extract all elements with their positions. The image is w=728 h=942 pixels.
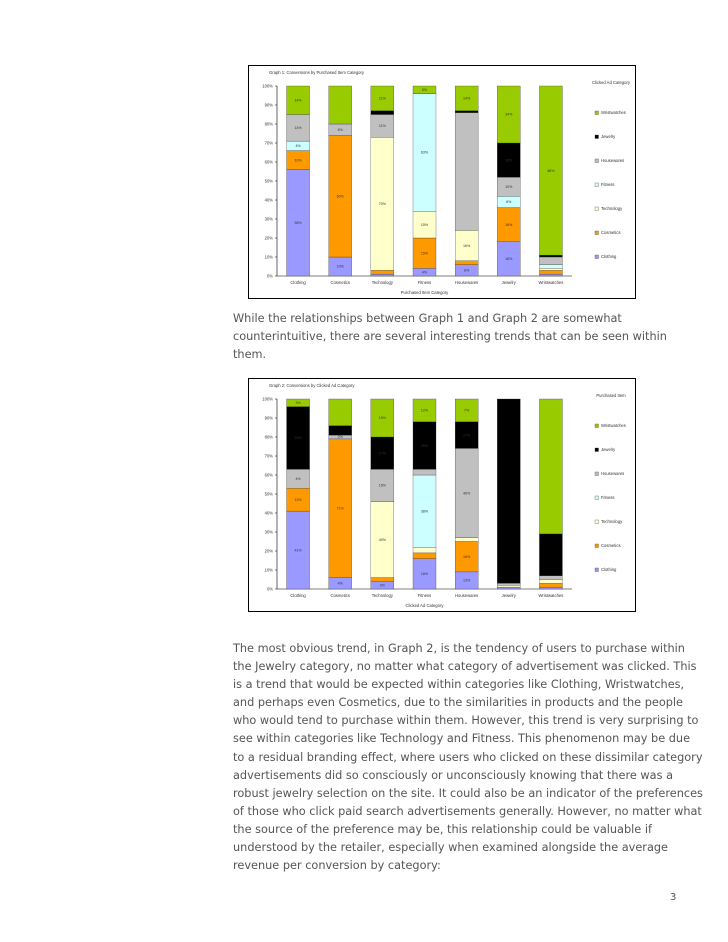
chart-1-bar-cosmetics-wristwatches	[329, 86, 352, 124]
chart-2-bar-jewelry-housewares	[497, 583, 520, 585]
chart-2-ytick-label: 10%	[264, 567, 273, 573]
chart-1-data-label: 5%	[421, 88, 428, 92]
chart-2-xtick-fitness: Fitness	[417, 593, 432, 598]
chart-1-xtick-wristwatches: Wristwatches	[538, 280, 564, 285]
chart-2-data-label: 3%	[295, 401, 301, 405]
chart-2-data-label: 17%	[378, 451, 386, 456]
chart-2-bar-wristwatches-housewares	[539, 576, 562, 580]
chart-1-ytick-label: 90%	[264, 102, 273, 108]
chart-2-legend-title: Purchased Item	[596, 393, 626, 398]
chart-1-bar-housewares-jewelry	[455, 111, 478, 113]
chart-1-ytick-label: 100%	[262, 83, 273, 89]
chart-2-legend-swatch-technology	[595, 520, 599, 524]
chart-1-legend-cosmetics: Cosmetics	[601, 230, 621, 235]
chart-2-legend-wristwatches: Wristwatches	[601, 423, 626, 428]
chart-2-bar-fitness-technology	[413, 547, 436, 553]
chart-1-ytick-label: 0%	[266, 273, 273, 279]
chart-2-legend-jewelry: Jewelry	[601, 447, 616, 452]
chart-2-legend-cosmetics: Cosmetics	[601, 543, 621, 548]
chart-2-data-label: 2%	[379, 583, 385, 588]
chart-1-data-label: 34%	[505, 112, 513, 117]
chart-1-data-label: 14%	[294, 98, 302, 103]
chart-1-legend-swatch-cosmetics	[595, 231, 599, 235]
chart-2-data-label: 41%	[294, 548, 302, 553]
chart-2-data-label: 71%	[336, 506, 344, 511]
chart-2-legend-housewares: Housewares	[601, 471, 625, 476]
chart-1-data-label: 18%	[505, 257, 513, 262]
chart-1-data-label: 16%	[505, 222, 513, 227]
chart-2-legend-swatch-wristwatches	[595, 424, 599, 428]
chart-2-legend-clothing: Clothing	[601, 567, 617, 572]
chart-2-bar-fitness-cosmetics	[413, 553, 436, 559]
chart-2-bar-wristwatches-cosmetics	[539, 583, 562, 587]
chart-1-bar-wristwatches-clothing	[539, 274, 562, 276]
chart-2-ytick-label: 70%	[264, 453, 273, 459]
chart-2-ytick-label: 90%	[264, 415, 273, 421]
chart-1-ytick-label: 50%	[264, 178, 273, 184]
chart-2-data-label: 13%	[294, 497, 302, 502]
chart-2-ytick-label: 100%	[262, 396, 273, 402]
graph-2-chart	[248, 378, 636, 612]
chart-1-ytick-label: 70%	[264, 140, 273, 146]
chart-2-ytick-label: 0%	[266, 586, 273, 592]
chart-1-bar-technology-clothing	[371, 274, 394, 276]
chart-1-legend-swatch-technology	[595, 207, 599, 211]
chart-1-data-label: 88%	[547, 168, 555, 173]
chart-2-bar-jewelry-clothing	[497, 587, 520, 589]
chart-2-legend-technology: Technology	[601, 519, 623, 524]
chart-2-data-label: 38%	[420, 509, 429, 514]
chart-2-data-label: 13%	[463, 578, 471, 583]
chart-2-data-label: 33%	[294, 436, 302, 441]
chart-1-data-label: 63%	[420, 150, 429, 155]
chart-2-data-label: 7%	[464, 408, 470, 413]
chart-1-data-label: 4%	[295, 144, 301, 149]
chart-2-bar-fitness-housewares	[413, 469, 436, 475]
chart-1-xtick-cosmetics: Cosmetics	[330, 280, 350, 285]
chart-1-legend-swatch-clothing	[595, 255, 599, 259]
graph-1-svg	[249, 66, 635, 298]
chart-2-legend-swatch-cosmetics	[595, 544, 599, 548]
chart-1-ytick-label: 20%	[264, 235, 273, 241]
chart-1-data-label: 10%	[336, 264, 344, 269]
chart-1-legend-swatch-fitness	[595, 183, 599, 187]
chart-2-data-label: 16%	[420, 572, 429, 576]
chart-2-bar-wristwatches-clothing	[539, 587, 562, 589]
chart-2-ytick-label: 30%	[264, 529, 273, 535]
chart-1-data-label: 15%	[420, 222, 429, 227]
chart-2-xtick-cosmetics: Cosmetics	[330, 593, 350, 598]
chart-1-data-label: 16%	[463, 243, 471, 248]
chart-2-data-label: 46%	[463, 491, 471, 496]
chart-1-ytick-label: 30%	[264, 216, 273, 222]
chart-1-data-label: 10%	[294, 158, 302, 163]
chart-1-legend-swatch-jewelry	[595, 135, 599, 139]
chart-1-ytick-label: 60%	[264, 159, 273, 165]
chart-1-legend-clothing: Clothing	[601, 254, 617, 259]
chart-1-data-label: 18%	[505, 158, 513, 163]
chart-1-data-label: 11%	[378, 124, 386, 129]
chart-2-legend-fitness: Fitness	[601, 495, 615, 500]
chart-2-data-label: 17%	[463, 433, 471, 438]
chart-1-data-label: 14%	[294, 126, 302, 130]
chart-2-bar-wristwatches-technology	[539, 580, 562, 584]
chart-1-legend-housewares: Housewares	[601, 158, 625, 163]
chart-1-legend-technology: Technology	[601, 206, 623, 211]
chart-1-xtick-housewares: Housewares	[455, 280, 479, 285]
chart-1-data-label: 15%	[420, 251, 429, 256]
chart-2-bar-jewelry-technology	[497, 585, 520, 587]
chart-2-xtick-clothing: Clothing	[290, 593, 306, 598]
chart-1-data-label: 4%	[421, 270, 428, 275]
chart-2-ytick-label: 20%	[264, 548, 273, 554]
chart-1-data-label: 11%	[378, 96, 386, 101]
chart-2-data-label: 40%	[378, 537, 386, 542]
chart-1-data-label: 10%	[505, 184, 513, 189]
chart-2-bar-jewelry-jewelry	[497, 399, 520, 583]
chart-1-bar-wristwatches-fitness	[539, 265, 562, 269]
chart-1-data-label: 60%	[336, 194, 344, 199]
chart-2-xtick-technology: Technology	[371, 593, 393, 598]
chart-1-data-label: 70%	[378, 202, 386, 206]
chart-1-legend-fitness: Fitness	[601, 182, 615, 187]
chart-1-title: Graph 1: Conversions by Purchased Item Category	[269, 70, 364, 75]
chart-2-data-label: 16%	[378, 483, 386, 488]
chart-1-legend-wristwatches: Wristwatches	[601, 110, 626, 115]
chart-2-data-label: 4%	[337, 581, 343, 586]
chart-1-legend-swatch-wristwatches	[595, 111, 599, 115]
chart-1-bar-wristwatches-technology	[539, 268, 562, 270]
chart-2-xtick-jewelry: Jewelry	[501, 593, 516, 598]
chart-2-ytick-label: 50%	[264, 491, 273, 497]
chart-1-data-label: 6%	[506, 200, 512, 205]
chart-2-legend-swatch-fitness	[595, 496, 599, 500]
chart-2-legend-swatch-housewares	[595, 472, 599, 476]
chart-1-data-label: 14%	[463, 96, 471, 101]
chart-1-ytick-label: 40%	[264, 197, 273, 203]
chart-2-bar-cosmetics-wristwatches	[329, 399, 352, 426]
chart-1-data-label: 56%	[294, 221, 302, 225]
chart-2-bar-technology-cosmetics	[371, 578, 394, 582]
paragraph-trend: The most obvious trend, in Graph 2, is the tendency of users to purchase within the Jewelry category, no matter what category of advertisement was clicked. This is a trend that would be expected within categories like Clothing, Wristwatches, and perhaps even Cosmetics, due to the similarities in products and the people who would tend to purchase within them. However, this trend is very surprising to see within categories like Technology and Fitness. This phenomenon may be due to a residual branding effect, where users who clicked on these dissimilar category advertisements did so consciously or unconsciously knowing that there was a robust jewelry selection on the site. It could also be an indicator of the preferences of those who click paid search advertisements generally. However, no matter what the source of the preference may be, this relationship could be valuable if understood by the retailer, especially when examined alongside the average revenue per conversion by category:	[233, 642, 703, 873]
chart-1-bar-housewares-cosmetics	[455, 261, 478, 265]
chart-2-data-label: 12%	[420, 408, 429, 413]
chart-1-ytick-label: 80%	[264, 121, 273, 127]
chart-2-ytick-label: 60%	[264, 472, 273, 478]
chart-2-legend-swatch-jewelry	[595, 448, 599, 452]
chart-1-xtick-clothing: Clothing	[290, 280, 306, 285]
chart-1-xtick-technology: Technology	[371, 280, 393, 285]
chart-1-bar-technology-cosmetics	[371, 270, 394, 274]
graph-2-svg	[249, 379, 635, 611]
chart-2-bar-housewares-technology	[455, 538, 478, 542]
chart-2-title: Graph 2: Conversions by Clicked Ad Category	[269, 383, 355, 388]
chart-2-xtick-housewares: Housewares	[455, 593, 479, 598]
chart-2-data-label: 4%	[295, 477, 301, 481]
page-number: 3	[670, 892, 677, 903]
chart-2-data-label: 15%	[378, 416, 386, 421]
chart-2-bar-wristwatches-jewelry	[539, 534, 562, 576]
chart-1-data-label: 6%	[464, 268, 470, 273]
chart-2-bar-cosmetics-jewelry	[329, 426, 352, 436]
chart-1-legend-title: Clicked Ad Category	[592, 80, 630, 85]
chart-1-bar-wristwatches-jewelry	[539, 255, 562, 257]
chart-2-ytick-label: 80%	[264, 434, 273, 440]
chart-1-bar-wristwatches-cosmetics	[539, 270, 562, 274]
chart-2-ytick-label: 40%	[264, 510, 273, 516]
chart-1-xtick-fitness: Fitness	[417, 280, 432, 285]
chart-1-data-label: 6%	[337, 127, 343, 132]
chart-1-x-axis-title: Purchased Item Category	[400, 290, 449, 295]
chart-2-data-label: 25%	[420, 443, 429, 448]
chart-2-legend-swatch-clothing	[595, 568, 599, 572]
chart-1-bar-wristwatches-housewares	[539, 257, 562, 265]
chart-1-bar-housewares-housewares	[455, 113, 478, 231]
chart-1-legend-jewelry: Jewelry	[601, 134, 616, 139]
chart-2-x-axis-title: Clicked Ad Category	[405, 603, 444, 608]
chart-1-ytick-label: 10%	[264, 254, 273, 260]
chart-1-bar-technology-jewelry	[371, 111, 394, 115]
chart-2-data-label: 16%	[463, 554, 471, 559]
graph-1-chart	[248, 65, 636, 299]
paragraph-intro: While the relationships between Graph 1 and Graph 2 are somewhat counterintuitive, there are several interesting trends that can be seen within them.	[233, 312, 667, 362]
chart-2-bar-wristwatches-wristwatches	[539, 399, 562, 534]
chart-2-data-label: 2%	[337, 435, 343, 440]
chart-2-xtick-wristwatches: Wristwatches	[538, 593, 564, 598]
chart-1-xtick-jewelry: Jewelry	[501, 280, 516, 285]
chart-1-legend-swatch-housewares	[595, 159, 599, 163]
